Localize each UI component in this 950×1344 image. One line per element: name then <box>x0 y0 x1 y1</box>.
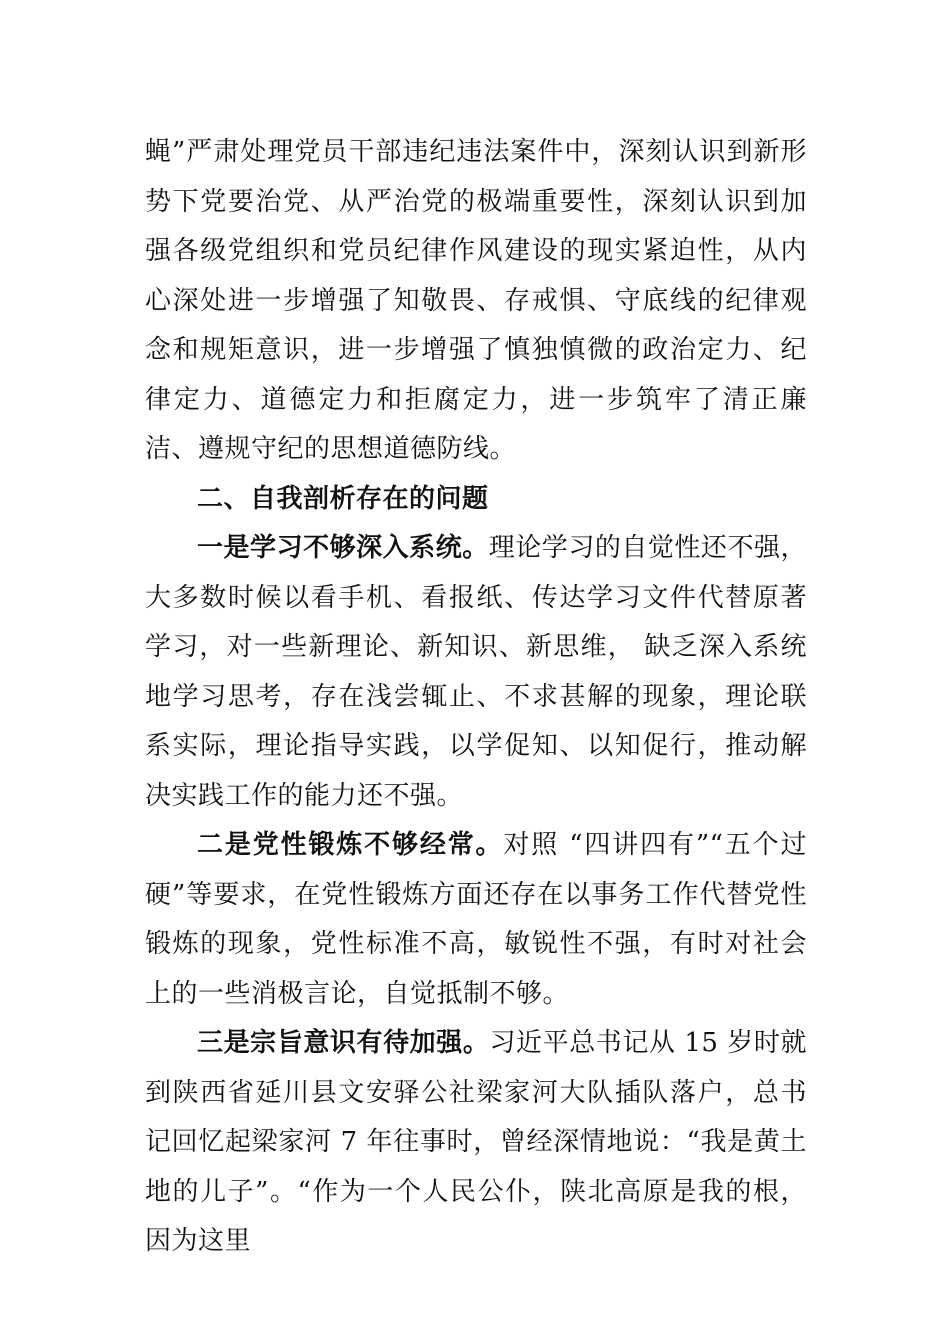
paragraph-text: 理论学习的自觉性还不强，大多数时候以看手机、看报纸、传达学习文件代替原著学习，对一些新理论、新知识、新思维， 缺乏深入系统地学习思考，存在浅尝辄止、不求甚解的现象，理论联系实际，理论指导实践，以学促知、以知促行，推动解决实践工作的能力还不强。 <box>145 533 807 811</box>
item-lead-text: 二是党性锻炼不够经常。 <box>197 830 504 860</box>
paragraph-item-2 <box>145 821 807 1019</box>
paragraph-intro-continuation <box>145 128 807 475</box>
item-lead-text: 一是学习不够深入系统。 <box>197 533 489 563</box>
paragraph-text: 对照 “四讲四有”“五个过硬”等要求，在党性锻炼方面还存在以事务工作代替党性锻炼的现象，党性标准不高，敏锐性不强，有时对社会上的一些消极言论，自觉抵制不够。 <box>145 830 807 1009</box>
paragraph-item-3 <box>145 1019 807 1267</box>
item-lead-text: 三是宗旨意识有待加强。 <box>197 1028 490 1058</box>
paragraph-text: 习近平总书记从 15 岁时就到陕西省延川县文安驿公社梁家河大队插队落户，总书记回忆起梁家河 7 年往事时，曾经深情地说：“我是黄土地的儿子”。“作为一个人民公仆，陕北高原是我的根，因为这里 <box>145 1028 807 1256</box>
section-heading <box>145 475 807 525</box>
paragraph-item-1 <box>145 524 807 821</box>
paragraph-text: 蝇”严肃处理党员干部违纪违法案件中，深刻认识到新形势下党要治党、从严治党的极端重要性，深刻认识到加强各级党组织和党员纪律作风建设的现实紧迫性，从内心深处进一步增强了知敬畏、存戒惧、守底线的纪律观念和规矩意识，进一步增强了慎独慎微的政治定力、纪律定力、道德定力和拒腐定力，进一步筑牢了清正廉洁、遵规守纪的思想道德防线。 <box>145 137 807 464</box>
document-body <box>145 128 807 1267</box>
section-heading-text: 二、自我剖析存在的问题 <box>197 483 489 514</box>
